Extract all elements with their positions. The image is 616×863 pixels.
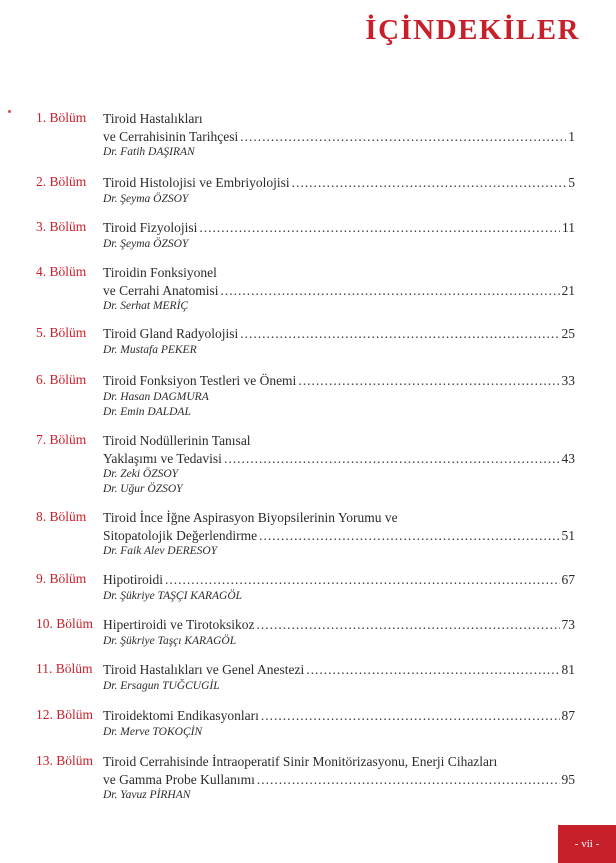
chapter-title: ve Cerrahisinin Tarihçesi: [103, 128, 239, 144]
author-name: Dr. Faik Alev DERESOY: [103, 545, 218, 557]
page-reference: 95: [561, 771, 575, 787]
page-reference: 33: [561, 373, 575, 388]
author-name: Dr. Mustafa PEKER: [103, 343, 197, 356]
author-name: Dr. Zeki ÖZSOY: [103, 468, 179, 480]
chapter-number: 9. Bölüm: [36, 571, 87, 586]
page-reference: 21: [561, 282, 575, 298]
chapter-title: Sitopatolojik Değerlendirme: [103, 527, 258, 543]
page-reference: 67: [561, 572, 575, 587]
dot-leader: [261, 707, 560, 725]
chapter-title-line: Tiroid Nodüllerinin Tanısal: [103, 433, 251, 448]
chapter-title-line: [103, 325, 575, 343]
chapter-title: Tiroid Hastalıkları ve Genel Anestezi: [103, 662, 305, 677]
chapter-number: 11. Bölüm: [36, 661, 93, 676]
chapter-title-line: Tiroid Cerrahisinde İntraoperatif Sinir Monitörizasyonu, Enerji Cihazları: [103, 754, 498, 769]
author-name: Dr. Hasan DAGMURA: [103, 390, 209, 403]
chapter-title-line: [103, 771, 575, 789]
dot-leader: [257, 771, 560, 789]
page-reference: 1: [568, 128, 575, 144]
page-reference: 51: [561, 527, 575, 543]
chapter-title: Yaklaşımı ve Tedavisi: [103, 450, 222, 466]
author-name: Dr. Fatih DAŞIRAN: [103, 146, 195, 158]
chapter-title: Tiroid Fizyolojisi: [103, 220, 198, 235]
chapter-title: Tiroidektomi Endikasyonları: [103, 708, 259, 723]
page-reference: 25: [561, 326, 575, 341]
entry-body: [103, 325, 575, 358]
entry-body: [103, 372, 575, 420]
entry-body: [103, 110, 575, 160]
page-reference: 81: [561, 662, 575, 677]
chapter-title: Tiroid Fonksiyon Testleri ve Önemi: [103, 373, 297, 388]
chapter-number: 13. Bölüm: [36, 753, 94, 768]
entry-body: [103, 616, 575, 649]
chapter-title-line: [103, 707, 575, 725]
author-name: Dr. Ersagun TUĞCUGİL: [103, 679, 220, 692]
dot-leader: [259, 527, 559, 545]
chapter-number: 8. Bölüm: [36, 509, 87, 524]
page-reference: 11: [562, 220, 575, 235]
entry-body: [103, 707, 575, 740]
dot-leader: [257, 616, 560, 634]
page-reference: 43: [561, 450, 575, 466]
dot-leader: [199, 219, 560, 237]
chapter-title: ve Cerrahi Anatomisi: [103, 282, 219, 298]
entry-body: [103, 509, 575, 559]
dot-leader: [220, 282, 559, 300]
author-name: Dr. Serhat MERİÇ: [103, 300, 189, 312]
chapter-number: 3. Bölüm: [36, 219, 87, 234]
entry-body: [103, 661, 575, 694]
chapter-title-line: [103, 571, 575, 589]
page-reference: 73: [561, 617, 575, 632]
page-reference: 5: [568, 175, 575, 190]
chapter-title: ve Gamma Probe Kullanımı: [103, 771, 255, 787]
entry-body: [103, 219, 575, 252]
chapter-title-line: [103, 372, 575, 390]
chapter-number: 6. Bölüm: [36, 372, 87, 387]
author-name: Dr. Merve TOKOÇİN: [103, 725, 203, 738]
chapter-title-line: [103, 174, 575, 192]
entry-body: [103, 174, 575, 207]
chapter-title: Tiroid Gland Radyolojisi: [103, 326, 239, 341]
author-name: Dr. Şeyma ÖZSOY: [103, 237, 189, 250]
chapter-title: Hipertiroidi ve Tirotoksikoz: [103, 617, 255, 632]
chapter-title-line: [103, 219, 575, 237]
dot-leader: [298, 372, 559, 390]
author-name: Dr. Şükriye Taşçı KARAGÖL: [103, 634, 237, 647]
author-name: Dr. Emin DALDAL: [103, 405, 191, 418]
dot-leader: [240, 325, 559, 343]
chapter-title-line: [103, 128, 575, 146]
dot-leader: [224, 450, 560, 468]
chapter-title-line: Tiroid İnce İğne Aspirasyon Biyopsilerinin Yorumu ve: [103, 510, 398, 525]
author-name: Dr. Şükriye TAŞÇI KARAGÖL: [103, 589, 243, 602]
chapter-number: 10. Bölüm: [36, 616, 94, 631]
chapter-title: Tiroid Histolojisi ve Embriyolojisi: [103, 175, 290, 190]
chapter-number: 12. Bölüm: [36, 707, 94, 722]
page-title: İÇİNDEKİLER: [365, 14, 580, 46]
chapter-title-line: [103, 616, 575, 634]
chapter-title-line: [103, 282, 575, 300]
chapter-number: 4. Bölüm: [36, 264, 87, 279]
chapter-title-line: [103, 661, 575, 679]
author-name: Dr. Şeyma ÖZSOY: [103, 192, 189, 205]
chapter-title-line: [103, 450, 575, 468]
entry-body: [103, 432, 575, 497]
dot-leader: [240, 128, 566, 146]
page-number-box: [558, 825, 616, 863]
page-number: - vii -: [574, 838, 600, 850]
chapter-title-line: Tiroidin Fonksiyonel: [103, 265, 217, 280]
speck-mark: [8, 110, 11, 113]
dot-leader: [165, 571, 560, 589]
chapter-title-line: [103, 527, 575, 545]
entry-body: [103, 264, 575, 314]
entry-body: [103, 571, 575, 604]
author-name: Dr. Yavuz PİRHAN: [103, 789, 191, 801]
chapter-title-line: Tiroid Hastalıkları: [103, 111, 203, 126]
chapter-title: Hipotiroidi: [103, 572, 163, 587]
author-name: Dr. Uğur ÖZSOY: [103, 483, 183, 495]
dot-leader: [292, 174, 567, 192]
page-reference: 87: [561, 708, 575, 723]
chapter-number: 2. Bölüm: [36, 174, 87, 189]
entry-body: [103, 753, 575, 803]
chapter-number: 5. Bölüm: [36, 325, 87, 340]
chapter-number: 1. Bölüm: [36, 110, 87, 125]
dot-leader: [306, 661, 559, 679]
chapter-number: 7. Bölüm: [36, 432, 87, 447]
